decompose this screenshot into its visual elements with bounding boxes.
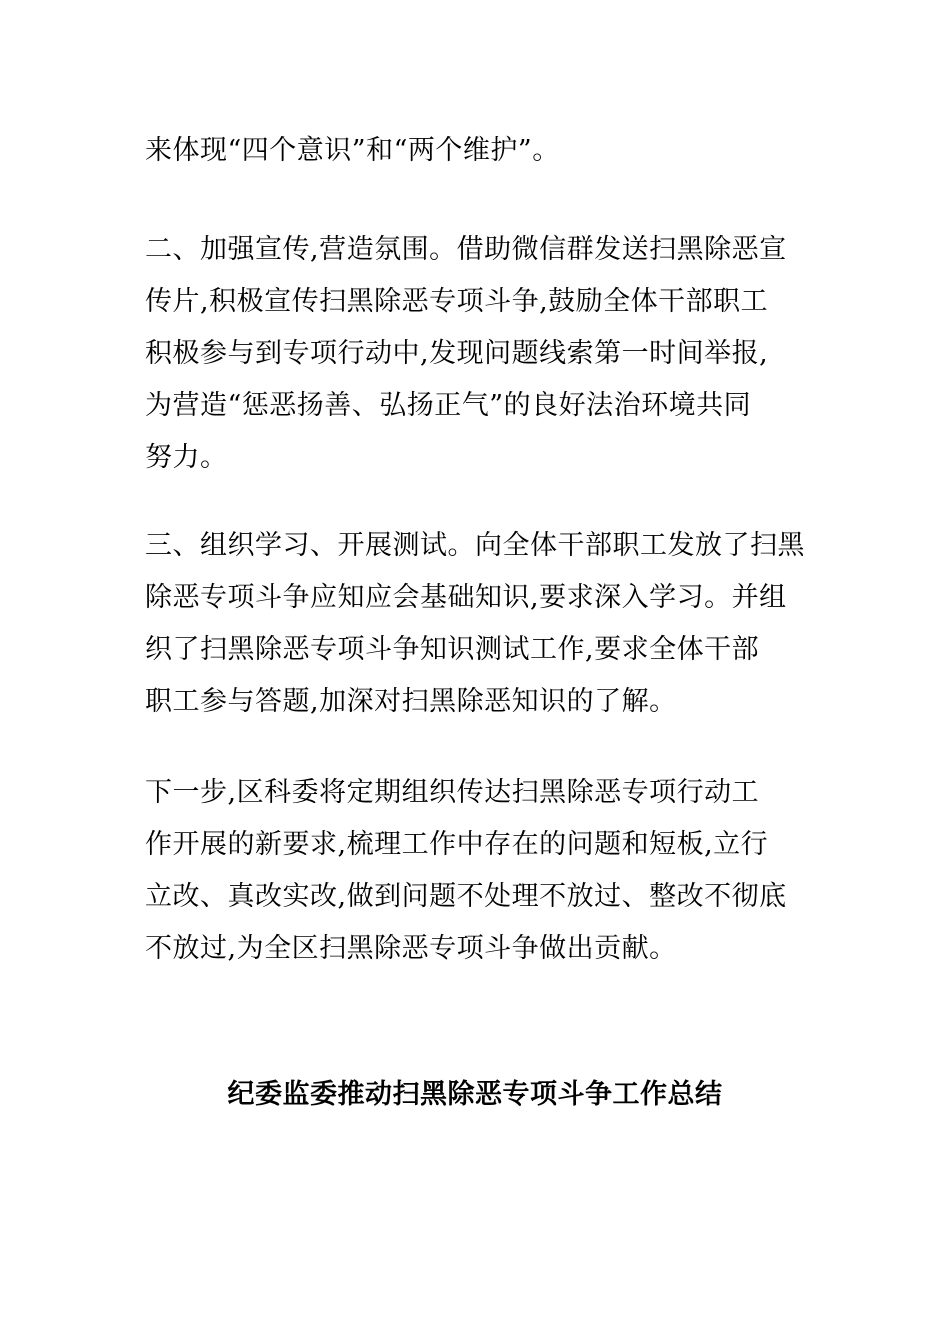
text-line: 来体现“四个意识”和“两个维护”。 <box>145 135 560 166</box>
text-line: 三、组织学习、开展测试。向全体干部职工发放了扫黑 <box>145 530 805 561</box>
text-line: 织了扫黑除恶专项斗争知识测试工作,要求全体干部 <box>145 634 760 665</box>
text-line: 传片,积极宣传扫黑除恶专项斗争,鼓励全体干部职工 <box>145 286 769 317</box>
text-line: 下一步,区科委将定期组织传达扫黑除恶专项行动工 <box>145 777 760 808</box>
text-line: 职工参与答题,加深对扫黑除恶知识的了解。 <box>145 686 677 717</box>
text-line: 努力。 <box>145 442 228 473</box>
text-line: 为营造“惩恶扬善、弘扬正气”的良好法治环境共同 <box>145 390 752 421</box>
text-line: 作开展的新要求,梳理工作中存在的问题和短板,立行 <box>145 829 769 860</box>
text-line: 二、加强宣传,营造氛围。借助微信群发送扫黑除恶宣 <box>145 234 787 265</box>
text-line: 除恶专项斗争应知应会基础知识,要求深入学习。并组 <box>145 582 787 613</box>
text-line: 不放过,为全区扫黑除恶专项斗争做出贡献。 <box>145 933 677 964</box>
text-line: 立改、真改实改,做到问题不处理不放过、整改不彻底 <box>145 881 787 912</box>
text-line: 积极参与到专项行动中,发现问题线索第一时间举报, <box>145 338 769 369</box>
section-title: 纪委监委推动扫黑除恶专项斗争工作总结 <box>227 1079 723 1110</box>
